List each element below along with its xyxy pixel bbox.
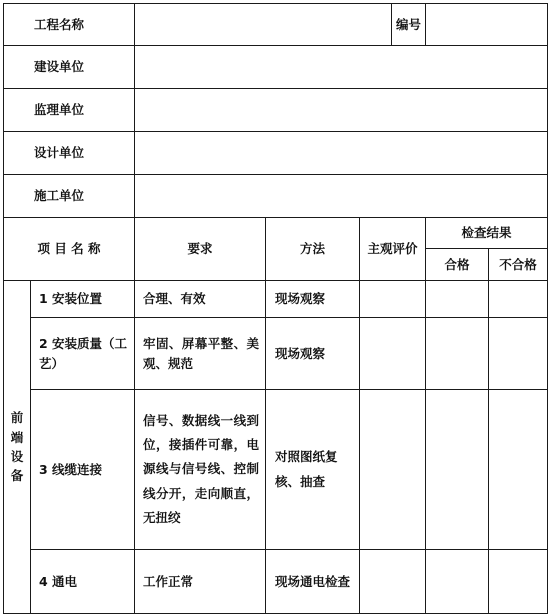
item-name: 1 安装位置 [31,281,135,318]
supervision-unit-row [4,89,548,132]
item-requirement: 合理、有效 [135,281,266,318]
item-pass-cell[interactable] [426,390,489,550]
item-method: 现场观察 [266,281,360,318]
section-char: 端 [10,429,24,445]
item-subjective-cell[interactable] [360,390,426,550]
fail-header: 不合格 [489,249,548,281]
construction-unit-label: 建设单位 [4,46,135,89]
section-label [4,281,31,614]
subjective-header: 主观评价 [360,218,426,281]
pass-header: 合格 [426,249,489,281]
item-pass-cell[interactable] [426,550,489,614]
item-subjective-cell[interactable] [360,318,426,390]
table-row [4,281,548,318]
item-fail-cell[interactable] [489,281,548,318]
supervision-unit-label: 监理单位 [4,89,135,132]
requirement-header: 要求 [135,218,266,281]
item-fail-cell[interactable] [489,550,548,614]
item-method: 现场通电检查 [266,550,360,614]
number-label: 编号 [392,4,426,46]
design-unit-label: 设计单位 [4,132,135,175]
item-method: 现场观察 [266,318,360,390]
item-method: 对照图纸复核、抽查 [266,390,360,550]
item-fail-cell[interactable] [489,318,548,390]
item-name: 3 线缆连接 [31,390,135,550]
number-field[interactable] [426,4,548,46]
result-header: 检查结果 [426,218,548,249]
supervision-unit-field[interactable] [135,89,548,132]
item-name-header: 项 目 名 称 [4,218,135,281]
project-name-field[interactable] [135,4,392,46]
item-fail-cell[interactable] [489,390,548,550]
table-row [4,550,548,614]
construction-unit-row [4,46,548,89]
project-name-label: 工程名称 [4,4,135,46]
builder-unit-field[interactable] [135,175,548,218]
item-subjective-cell[interactable] [360,550,426,614]
section-char: 设 [10,449,24,464]
design-unit-field[interactable] [135,132,548,175]
section-char: 前 [10,410,24,426]
project-name-row [4,4,548,46]
item-name: 2 安装质量（工艺） [31,318,135,390]
column-header-row [4,218,548,249]
inspection-table [3,3,548,614]
item-requirement: 牢固、屏幕平整、美观、规范 [135,318,266,390]
method-header: 方法 [266,218,360,281]
item-requirement: 信号、数据线一线到位，接插件可靠，电源线与信号线、控制线分开，走向顺直，无扭绞 [135,390,266,550]
item-name: 4 通电 [31,550,135,614]
builder-unit-row [4,175,548,218]
item-pass-cell[interactable] [426,318,489,390]
item-pass-cell[interactable] [426,281,489,318]
builder-unit-label: 施工单位 [4,175,135,218]
section-char: 备 [10,468,24,484]
design-unit-row [4,132,548,175]
table-row [4,318,548,390]
construction-unit-field[interactable] [135,46,548,89]
item-requirement: 工作正常 [135,550,266,614]
item-subjective-cell[interactable] [360,281,426,318]
table-row [4,390,548,550]
inspection-form [3,3,547,611]
